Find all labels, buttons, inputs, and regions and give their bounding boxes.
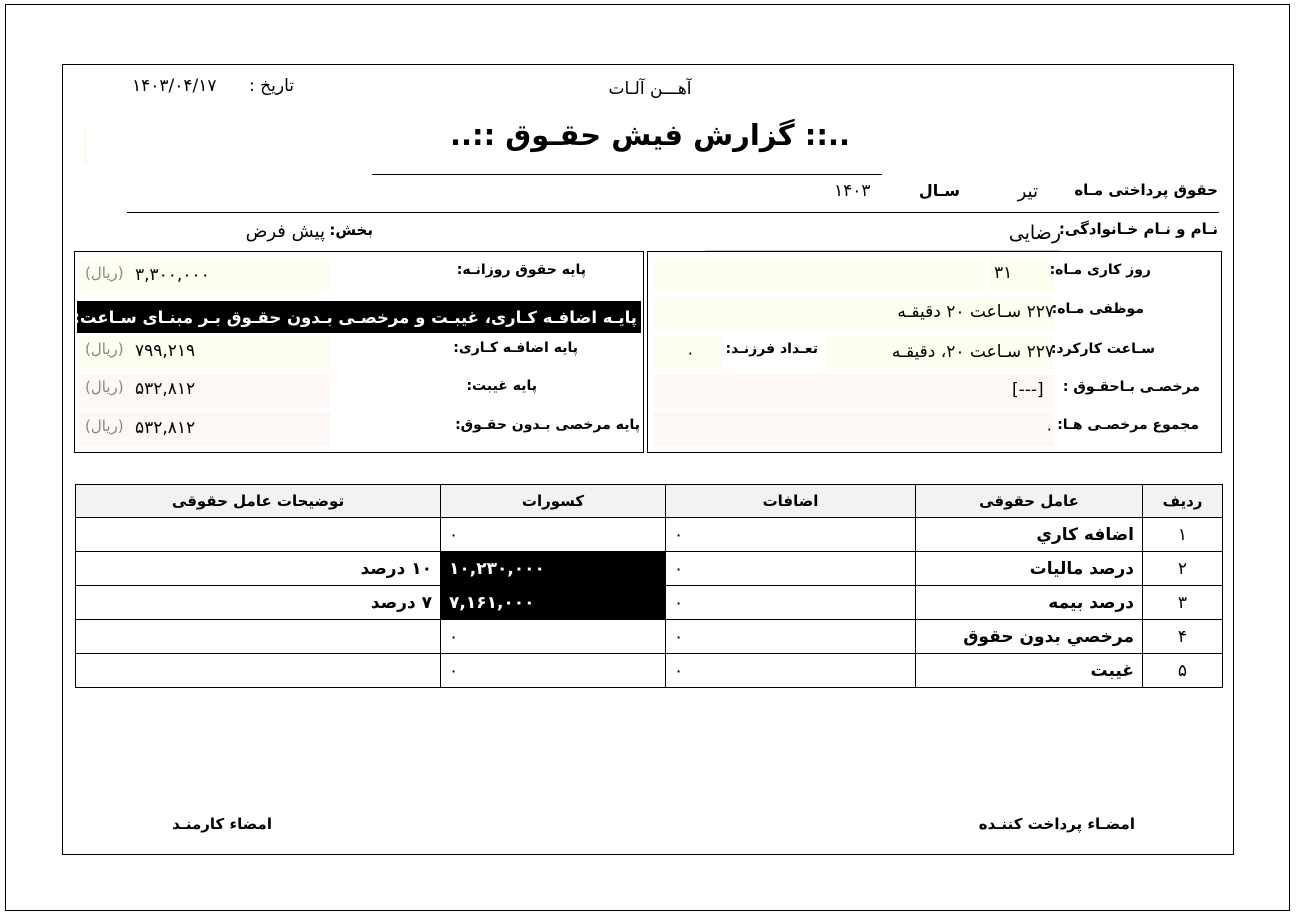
table-header-row — [76, 485, 1223, 518]
pay-month-label: حقوق پرداختی مـاه — [1074, 181, 1218, 199]
currency-label: (ریال) — [85, 264, 124, 282]
deductions-cell: ۰ — [441, 654, 666, 688]
month-days-label: روز کاری مـاه: — [1049, 262, 1151, 278]
total-leave-label: مجموع مرخصـی هـا: — [1057, 417, 1199, 433]
col-deductions-header: کسورات — [441, 485, 666, 518]
date-value: ۱۴۰۳/۰۴/۱۷ — [132, 76, 217, 96]
duty-label: موظفی مـاه: — [1051, 301, 1144, 317]
hourly-base-heading-text: پایـه اضافـه کـاری، غیبـت و مرخصـی بـدون حقـوق بـر مبنـای سـاعت: — [73, 307, 637, 327]
additions-cell: ۰ — [666, 586, 916, 620]
additions-cell: ۰ — [666, 654, 916, 688]
deductions-cell: ۷,۱۶۱,۰۰۰ — [441, 586, 666, 620]
salary-factors-table — [75, 484, 1223, 688]
col-notes-header: توضیحات عامل حقوقی — [76, 485, 441, 518]
currency-label: (ریال) — [85, 340, 124, 358]
col-factor-header: عامل حقوقی — [916, 485, 1143, 518]
table-row — [76, 518, 1223, 552]
value-bg — [654, 258, 984, 292]
date-label: تاریخ : — [249, 76, 294, 96]
notes-cell: ۷ درصد — [76, 586, 441, 620]
month-days-value: ۳۱ — [994, 263, 1013, 283]
row-number-cell: ۴ — [1143, 620, 1223, 654]
row-number-cell: ۳ — [1143, 586, 1223, 620]
year-value: ۱۴۰۳ — [834, 181, 871, 201]
payslip-frame — [62, 64, 1234, 855]
factor-cell: اضافه كاري — [916, 518, 1143, 552]
daily-base-value: ۳,۳۰۰,۰۰۰ — [135, 265, 210, 285]
unpaid-leave-base-value: ۵۳۲,۸۱۲ — [135, 418, 196, 438]
notes-cell — [76, 518, 441, 552]
overtime-base-value: ۷۹۹,۲۱۹ — [135, 341, 196, 361]
row-number-cell: ۵ — [1143, 654, 1223, 688]
notes-cell — [76, 654, 441, 688]
worked-hours-value: ۲۲۷ سـاعت ۲۰، دقیقـه — [891, 342, 1054, 362]
divider-line — [127, 212, 1219, 213]
value-bg — [654, 412, 1054, 446]
children-count-label: تعـداد فرزنـد: — [725, 341, 818, 357]
deductions-cell: ۰ — [441, 620, 666, 654]
decor-mark — [84, 130, 87, 164]
payer-signature-label: امضـاء پرداخت کننـده — [978, 815, 1135, 833]
year-label: سـال — [918, 181, 960, 200]
factor-cell: درصد ماليات — [916, 552, 1143, 586]
employee-name-value: رضایی — [1008, 222, 1061, 244]
table-row — [76, 654, 1223, 688]
factor-cell: مرخصي بدون حقوق — [916, 620, 1143, 654]
table-row — [76, 620, 1223, 654]
section-value: پیش فرض — [245, 221, 325, 242]
daily-base-label: پایه حقوق روزانـه: — [456, 262, 586, 278]
factor-cell: درصد بيمه — [916, 586, 1143, 620]
factor-cell: غيبت — [916, 654, 1143, 688]
additions-cell: ۰ — [666, 620, 916, 654]
currency-label: (ریال) — [85, 378, 124, 396]
worked-hours-label: سـاعت کارکرد: — [1050, 341, 1155, 357]
paid-leave-label: مرخصـی بـاحقـوق : — [1062, 379, 1200, 395]
total-leave-value: ۰ — [1045, 419, 1054, 438]
employee-signature-label: امضاء کارمنـد — [172, 815, 272, 833]
company-name: آهـــن آلـات — [608, 79, 692, 99]
table-row — [76, 552, 1223, 586]
notes-cell: ۱۰ درصد — [76, 552, 441, 586]
row-number-cell: ۲ — [1143, 552, 1223, 586]
paid-leave-value: [---] — [1012, 380, 1044, 400]
col-additions-header: اضافات — [666, 485, 916, 518]
value-bg — [654, 374, 1054, 408]
table-row — [76, 586, 1223, 620]
hourly-base-heading — [73, 301, 641, 333]
section-label: بخش: — [329, 221, 373, 239]
currency-label: (ریال) — [85, 417, 124, 435]
notes-cell — [76, 620, 441, 654]
col-row-header: ردیف — [1143, 485, 1223, 518]
deductions-cell: ۰ — [441, 518, 666, 552]
absence-base-value: ۵۳۲,۸۱۲ — [135, 379, 196, 399]
employee-name-label: نـام و نـام خـانوادگی: — [1058, 220, 1218, 238]
additions-cell: ۰ — [666, 552, 916, 586]
unpaid-leave-base-label: پایه مرخصی بـدون حقـوق: — [455, 417, 640, 433]
title-underline — [372, 174, 882, 175]
deductions-cell: ۱۰,۲۳۰,۰۰۰ — [441, 552, 666, 586]
absence-base-label: پایه غیبت: — [466, 378, 537, 394]
pay-month-value: تیر — [1017, 181, 1038, 202]
additions-cell: ۰ — [666, 518, 916, 552]
row-number-cell: ۱ — [1143, 518, 1223, 552]
children-count-value: ۰ — [686, 343, 695, 362]
page-title: ..:: گزارش فیش حقـوق ::.. — [449, 118, 850, 152]
duty-value: ۲۲۷ سـاعت ۲۰ دقیقـه — [897, 302, 1054, 322]
overtime-base-label: پایه اضافـه کـاری: — [453, 340, 578, 356]
